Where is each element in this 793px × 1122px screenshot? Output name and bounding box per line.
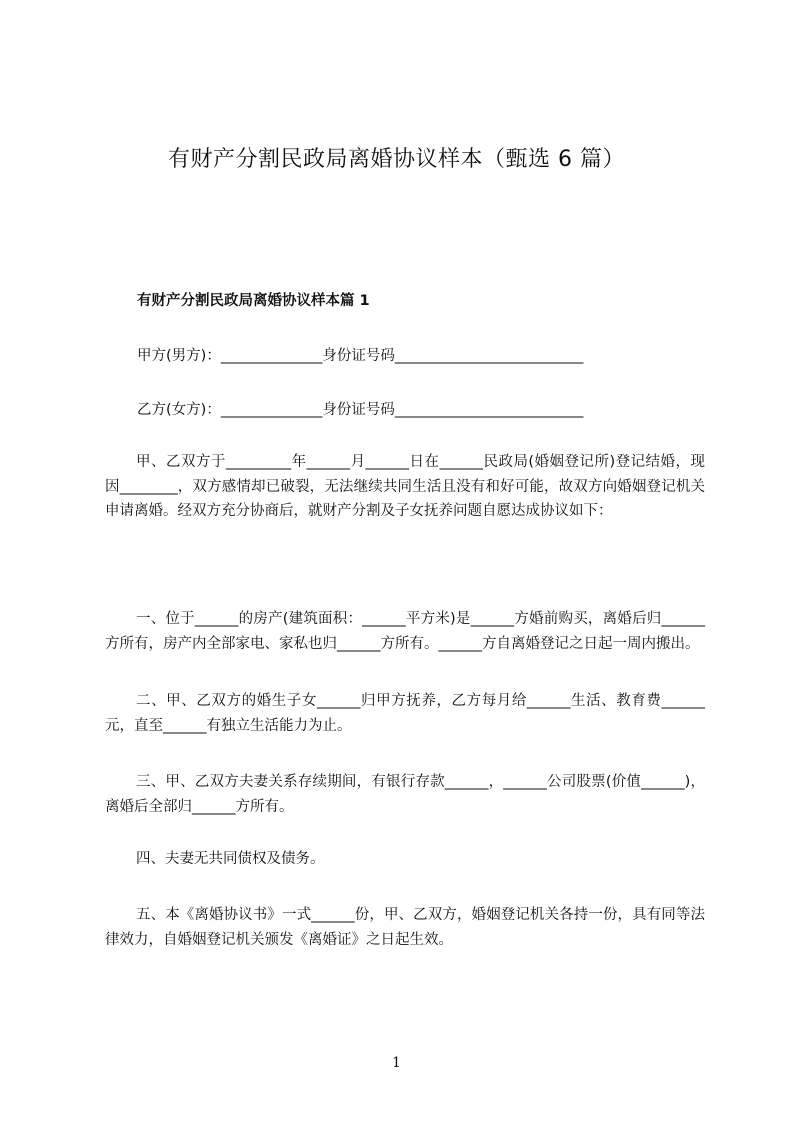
- party-b-line: 乙方(女方)：______________身份证号码__________________________: [137, 402, 584, 418]
- party-a-line: 甲方(男方)：______________身份证号码__________________________: [137, 348, 584, 364]
- document-title: 有财产分割民政局离婚协议样本（甄选 6 篇）: [168, 147, 625, 172]
- clause-3-paragraph: 三、甲、乙双方夫妻关系存续期间，有银行存款______，______公司股票(价值______)，离婚后全部归______方所有。: [105, 774, 705, 815]
- section-heading: 有财产分割民政局离婚协议样本篇 1: [137, 293, 370, 309]
- clause-5-paragraph: 五、本《离婚协议书》一式______份，甲、乙双方，婚姻登记机关各持一份，具有同等法律效力，自婚姻登记机关颁发《离婚证》之日起生效。: [105, 907, 705, 948]
- clause-2-paragraph: 二、甲、乙双方的婚生子女______归甲方抚养，乙方每月给______生活、教育费______元，直至______有独立生活能力为止。: [105, 693, 705, 734]
- clause-1-paragraph: 一、位于______的房产(建筑面积：______平方米)是______方婚前购买，离婚后归______方所有，房产内全部家电、家私也归______方所有。______方自离婚登记之日起一周内搬出。: [105, 611, 705, 652]
- intro-paragraph: 甲、乙双方于_________年______月______日在______民政局(婚姻登记所)登记结婚，现因________，双方感情却已破裂，无法继续共同生活且没有和好可能，故双方向婚姻登记机关申请离婚。经双方充分协商后，就财产分割及子女抚养问题自愿达成协议如下：: [105, 454, 705, 519]
- clause-4-paragraph: 四、夫妻无共同债权及债务。: [136, 851, 325, 867]
- page-number: 1: [392, 1055, 401, 1071]
